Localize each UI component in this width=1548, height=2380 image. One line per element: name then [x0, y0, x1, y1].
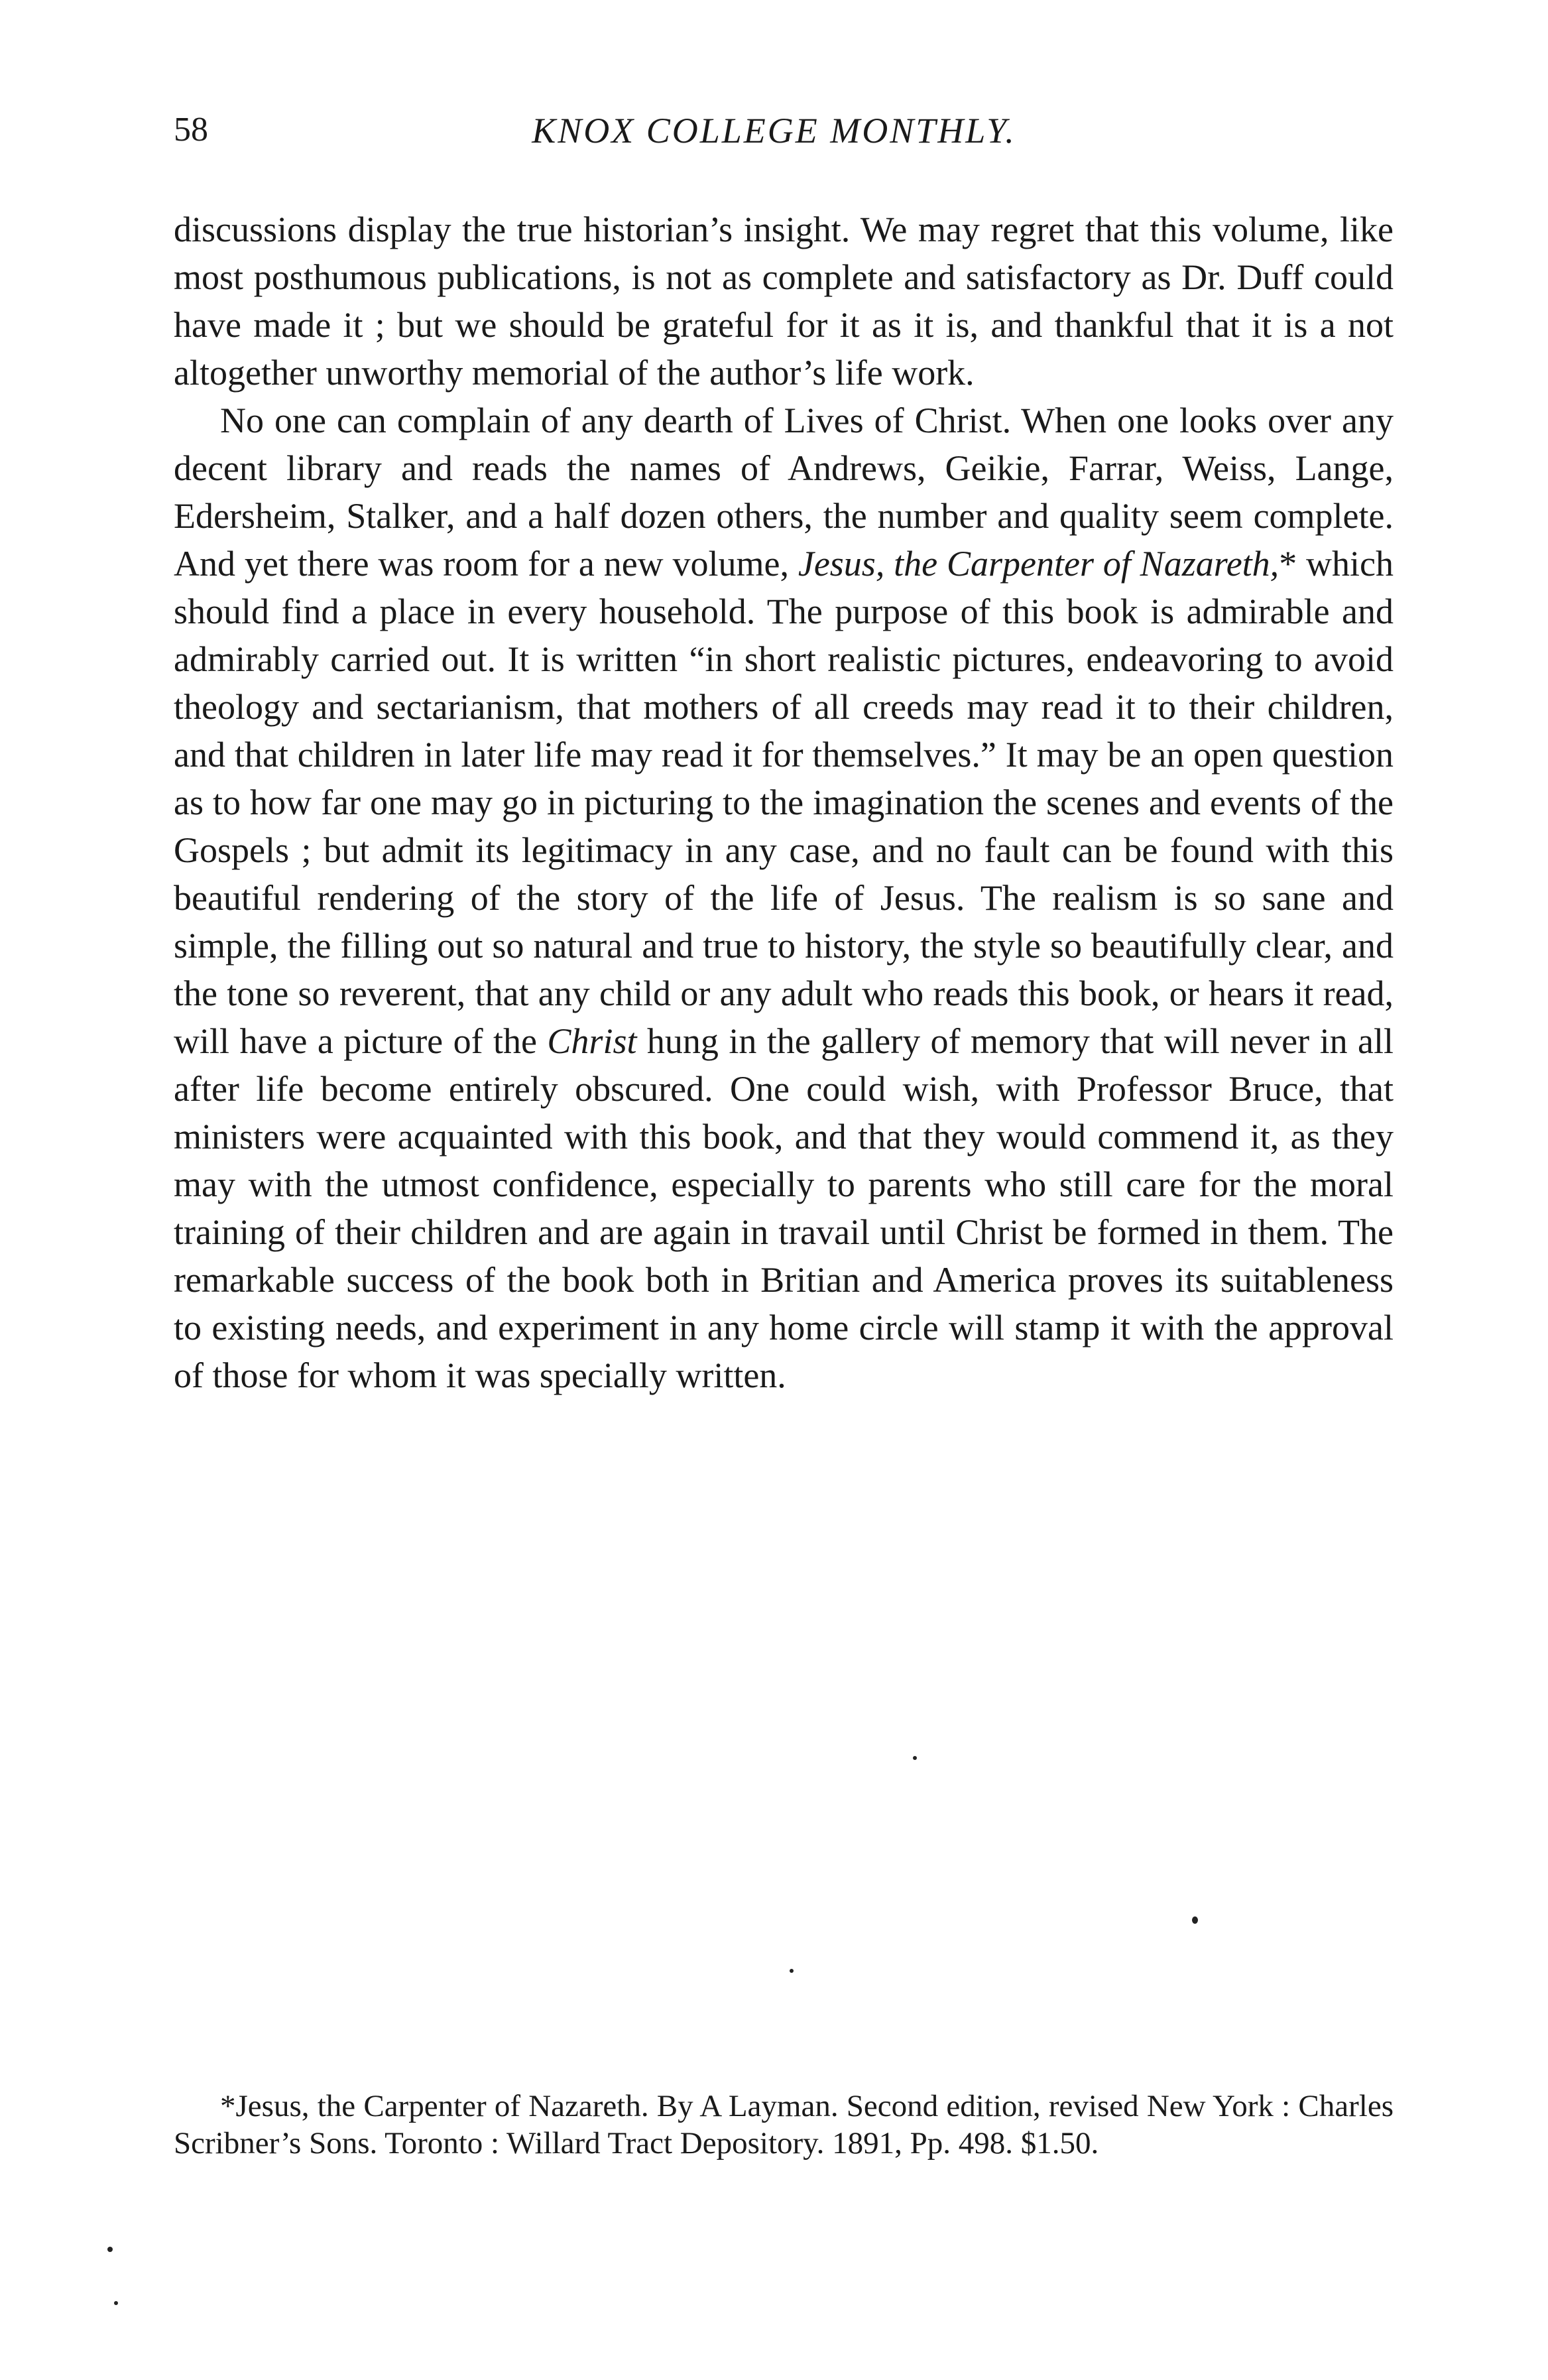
book-title-italic: Jesus, the Carpenter of Nazareth, — [798, 544, 1280, 584]
print-speck — [913, 1756, 917, 1760]
print-speck — [1192, 1916, 1198, 1924]
footnote — [174, 2088, 1394, 2162]
paragraph-2-text-b: which should find a place in every household. The purpose of this book is admirable and admirably carried out. It is written “in short realistic pictures, endeavoring to avoid theology and sectarianism, that mothers of all creeds may read it to their children, and that children in later life may read it for themselves.” It may be an open question as to how far one may go in picturing to the imagination the scenes and events of the Gospels ; but admit its legitimacy in any case, and no fault can be found with this beautiful rendering of the story of the life of Jesus. The realism is so sane and simple, the filling out so natural and true to history, the style so beautifully clear, and the tone so reverent, that any child or any adult who reads this book, or hears it read, will have a picture of the — [174, 544, 1394, 1061]
footnote-text: *Jesus, the Carpenter of Nazareth. By A Layman. Second edition, revised New York : Charles Scribner’s Sons. Toronto : Willard Tract Depository. 1891, Pp. 498. $1.50. — [174, 2089, 1394, 2161]
page-number: 58 — [174, 111, 208, 149]
article-body — [174, 206, 1394, 1399]
paragraph-2-text-c: hung in the gallery of memory that will never in all after life become entirely obscured. One could wish, with Professor Bruce, that ministers were acquainted with this book, and that they would commend it, as they may with the utmost confidence, especially to parents who still care for the moral training of their children and are again in travail until Christ be formed in them. The remarkable success of the book both in Britian and America proves its suitableness to existing needs, and experiment in any home circle will stamp it with the approval of those for whom it was specially written. — [174, 1021, 1394, 1395]
paragraph-2 — [174, 397, 1394, 1399]
paragraph-2-text-a: No one can complain of any dearth of Lives of Christ. When one looks over any decent library and reads the names of Andrews, Geikie, Farrar, Weiss, Lange, Edersheim, Stalker, and a half dozen others, the number and quality seem complete. And yet there was room for a new volume, — [174, 401, 1394, 584]
print-speck — [107, 2247, 113, 2252]
print-speck — [790, 1969, 794, 1973]
running-title: KNOX COLLEGE MONTHLY. — [532, 111, 1016, 151]
paragraph-1: discussions display the true historian’s insight. We may regret that this volume, like most posthumous publications, is not as complete and satisfactory as Dr. Duff could have made it ; but we should be grateful for it as it is, and thankful that it is a not altogether unworthy memorial of the author’s life work. — [174, 210, 1394, 393]
footnote-mark: * — [1279, 544, 1297, 584]
christ-italic: Christ — [547, 1021, 637, 1061]
print-speck — [114, 2301, 118, 2305]
